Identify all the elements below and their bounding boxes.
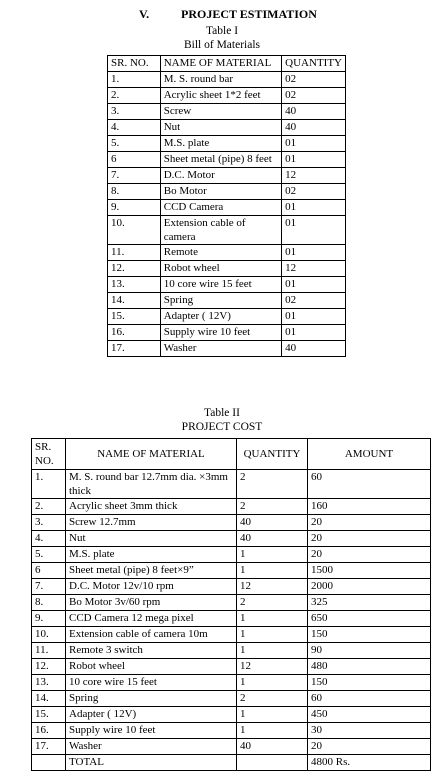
sr-no-cell: 16.	[32, 723, 66, 739]
material-cell: M.S. plate	[160, 136, 281, 152]
table-row	[32, 707, 431, 723]
sr-no-cell: 1.	[108, 72, 161, 88]
quantity-cell: 1	[237, 547, 308, 563]
amount-cell: 60	[308, 691, 431, 707]
sr-no-cell: 10.	[108, 216, 161, 245]
table-row	[108, 168, 346, 184]
amount-cell: 20	[308, 739, 431, 755]
sr-no-cell: 16.	[108, 325, 161, 341]
table-row	[32, 691, 431, 707]
section-title: PROJECT ESTIMATION	[181, 7, 317, 21]
sr-no-cell: 9.	[32, 611, 66, 627]
quantity-cell: 2	[237, 470, 308, 499]
material-cell: 10 core wire 15 feet	[66, 675, 237, 691]
quantity-cell: 1	[237, 675, 308, 691]
table-row	[108, 184, 346, 200]
material-cell: D.C. Motor 12v/10 rpm	[66, 579, 237, 595]
sr-no-cell: 14.	[32, 691, 66, 707]
sr-no-cell: 6	[32, 563, 66, 579]
sr-no-cell: 5.	[108, 136, 161, 152]
total-label: TOTAL	[66, 755, 237, 771]
table-row	[32, 611, 431, 627]
quantity-cell: 01	[282, 216, 346, 245]
quantity-cell: 1	[237, 563, 308, 579]
table-row	[32, 515, 431, 531]
quantity-cell: 01	[282, 200, 346, 216]
quantity-cell: 2	[237, 595, 308, 611]
amount-cell: 160	[308, 499, 431, 515]
material-cell: M. S. round bar 12.7mm dia. ×3mm thick	[66, 470, 237, 499]
table-row	[32, 499, 431, 515]
table-row	[108, 325, 346, 341]
sr-no-cell: 3.	[108, 104, 161, 120]
sr-no-cell: 8.	[32, 595, 66, 611]
table-row	[108, 245, 346, 261]
sr-no-cell: 17.	[32, 739, 66, 755]
quantity-cell: 01	[282, 309, 346, 325]
material-cell: Spring	[66, 691, 237, 707]
table-row	[32, 659, 431, 675]
quantity-cell: 02	[282, 88, 346, 104]
table-row	[32, 595, 431, 611]
amount-cell: 480	[308, 659, 431, 675]
quantity-cell: 12	[282, 261, 346, 277]
quantity-cell: 2	[237, 499, 308, 515]
material-cell: CCD Camera	[160, 200, 281, 216]
quantity-cell: 40	[237, 515, 308, 531]
amount-cell: 650	[308, 611, 431, 627]
header-amount: AMOUNT	[308, 439, 431, 470]
header-sr-no: SR. NO.	[32, 439, 66, 470]
quantity-cell: 40	[282, 120, 346, 136]
table-row	[108, 293, 346, 309]
material-cell: Sheet metal (pipe) 8 feet×9”	[66, 563, 237, 579]
table-row	[108, 200, 346, 216]
sr-no-cell: 2.	[32, 499, 66, 515]
sr-no-cell: 17.	[108, 341, 161, 357]
sr-no-cell: 2.	[108, 88, 161, 104]
sr-no-cell: 12.	[32, 659, 66, 675]
material-cell: Supply wire 10 feet	[160, 325, 281, 341]
sr-no-cell: 15.	[108, 309, 161, 325]
material-cell: 10 core wire 15 feet	[160, 277, 281, 293]
quantity-cell: 40	[237, 739, 308, 755]
quantity-cell: 12	[237, 659, 308, 675]
total-sr-empty	[32, 755, 66, 771]
amount-cell: 30	[308, 723, 431, 739]
material-cell: Extension cable of camera 10m	[66, 627, 237, 643]
table1-caption-title: Bill of Materials	[183, 39, 260, 51]
sr-no-cell: 4.	[32, 531, 66, 547]
material-cell: Sheet metal (pipe) 8 feet	[160, 152, 281, 168]
table-row	[32, 531, 431, 547]
material-cell: Robot wheel	[160, 261, 281, 277]
material-cell: D.C. Motor	[160, 168, 281, 184]
table-row	[108, 277, 346, 293]
quantity-cell: 40	[282, 104, 346, 120]
material-cell: Spring	[160, 293, 281, 309]
total-quantity-empty	[237, 755, 308, 771]
quantity-cell: 12	[282, 168, 346, 184]
table-header-row	[32, 439, 431, 470]
quantity-cell: 01	[282, 277, 346, 293]
table-row	[32, 723, 431, 739]
material-cell: Adapter ( 12V)	[66, 707, 237, 723]
material-cell: Adapter ( 12V)	[160, 309, 281, 325]
material-cell: Remote 3 switch	[66, 643, 237, 659]
project-cost-table	[31, 438, 431, 771]
quantity-cell: 40	[237, 531, 308, 547]
table-row	[32, 547, 431, 563]
header-sr-no: SR. NO.	[108, 56, 161, 72]
sr-no-cell: 10.	[32, 627, 66, 643]
sr-no-cell: 8.	[108, 184, 161, 200]
table-row	[32, 643, 431, 659]
table-row	[108, 88, 346, 104]
table-row	[32, 563, 431, 579]
bill-of-materials-body	[108, 72, 346, 357]
material-cell: Acrylic sheet 1*2 feet	[160, 88, 281, 104]
header-material: NAME OF MATERIAL	[160, 56, 281, 72]
amount-cell: 150	[308, 627, 431, 643]
sr-no-cell: 13.	[32, 675, 66, 691]
amount-cell: 20	[308, 515, 431, 531]
quantity-cell: 2	[237, 691, 308, 707]
table2-caption-number: Table II	[204, 407, 240, 419]
table-row	[108, 152, 346, 168]
table-row	[32, 579, 431, 595]
material-cell: Nut	[66, 531, 237, 547]
table2-caption-title: PROJECT COST	[181, 421, 263, 433]
material-cell: M.S. plate	[66, 547, 237, 563]
quantity-cell: 1	[237, 723, 308, 739]
sr-no-cell: 12.	[108, 261, 161, 277]
quantity-cell: 02	[282, 293, 346, 309]
material-cell: CCD Camera 12 mega pixel	[66, 611, 237, 627]
sr-no-cell: 9.	[108, 200, 161, 216]
quantity-cell: 1	[237, 707, 308, 723]
material-cell: Remote	[160, 245, 281, 261]
table-row	[108, 72, 346, 88]
material-cell: Supply wire 10 feet	[66, 723, 237, 739]
sr-no-cell: 1.	[32, 470, 66, 499]
material-cell: Extension cable of camera	[160, 216, 281, 245]
table-row	[32, 627, 431, 643]
amount-cell: 1500	[308, 563, 431, 579]
amount-cell: 450	[308, 707, 431, 723]
quantity-cell: 01	[282, 245, 346, 261]
quantity-cell: 01	[282, 325, 346, 341]
amount-cell: 90	[308, 643, 431, 659]
table-row	[108, 341, 346, 357]
sr-no-cell: 13.	[108, 277, 161, 293]
table-row	[32, 470, 431, 499]
total-amount: 4800 Rs.	[308, 755, 431, 771]
quantity-cell: 12	[237, 579, 308, 595]
quantity-cell: 1	[237, 627, 308, 643]
bill-of-materials-table	[107, 55, 346, 357]
sr-no-cell: 11.	[32, 643, 66, 659]
table-header-row	[108, 56, 346, 72]
quantity-cell: 1	[237, 643, 308, 659]
header-quantity: QUANTITY	[237, 439, 308, 470]
quantity-cell: 02	[282, 184, 346, 200]
material-cell: Screw	[160, 104, 281, 120]
material-cell: Acrylic sheet 3mm thick	[66, 499, 237, 515]
quantity-cell: 40	[282, 341, 346, 357]
sr-no-cell: 14.	[108, 293, 161, 309]
sr-no-cell: 5.	[32, 547, 66, 563]
quantity-cell: 01	[282, 152, 346, 168]
amount-cell: 2000	[308, 579, 431, 595]
sr-no-cell: 6	[108, 152, 161, 168]
sr-no-cell: 7.	[108, 168, 161, 184]
amount-cell: 20	[308, 531, 431, 547]
quantity-cell: 01	[282, 136, 346, 152]
sr-no-cell: 11.	[108, 245, 161, 261]
material-cell: Screw 12.7mm	[66, 515, 237, 531]
material-cell: M. S. round bar	[160, 72, 281, 88]
material-cell: Washer	[66, 739, 237, 755]
section-number: V.	[139, 7, 150, 21]
quantity-cell: 02	[282, 72, 346, 88]
material-cell: Washer	[160, 341, 281, 357]
sr-no-cell: 15.	[32, 707, 66, 723]
total-row	[32, 755, 431, 771]
header-material: NAME OF MATERIAL	[66, 439, 237, 470]
amount-cell: 60	[308, 470, 431, 499]
sr-no-cell: 7.	[32, 579, 66, 595]
section-heading	[0, 7, 444, 23]
amount-cell: 150	[308, 675, 431, 691]
table-row	[32, 675, 431, 691]
quantity-cell: 1	[237, 611, 308, 627]
material-cell: Bo Motor	[160, 184, 281, 200]
material-cell: Nut	[160, 120, 281, 136]
amount-cell: 20	[308, 547, 431, 563]
header-quantity: QUANTITY	[282, 56, 346, 72]
project-cost-body	[32, 470, 431, 755]
table-row	[108, 309, 346, 325]
table-row	[32, 739, 431, 755]
table1-caption-number: Table I	[205, 25, 239, 37]
material-cell: Bo Motor 3v/60 rpm	[66, 595, 237, 611]
sr-no-cell: 4.	[108, 120, 161, 136]
table-row	[108, 136, 346, 152]
table-row	[108, 261, 346, 277]
amount-cell: 325	[308, 595, 431, 611]
material-cell: Robot wheel	[66, 659, 237, 675]
table-row	[108, 104, 346, 120]
sr-no-cell: 3.	[32, 515, 66, 531]
table-row	[108, 216, 346, 245]
table-row	[108, 120, 346, 136]
